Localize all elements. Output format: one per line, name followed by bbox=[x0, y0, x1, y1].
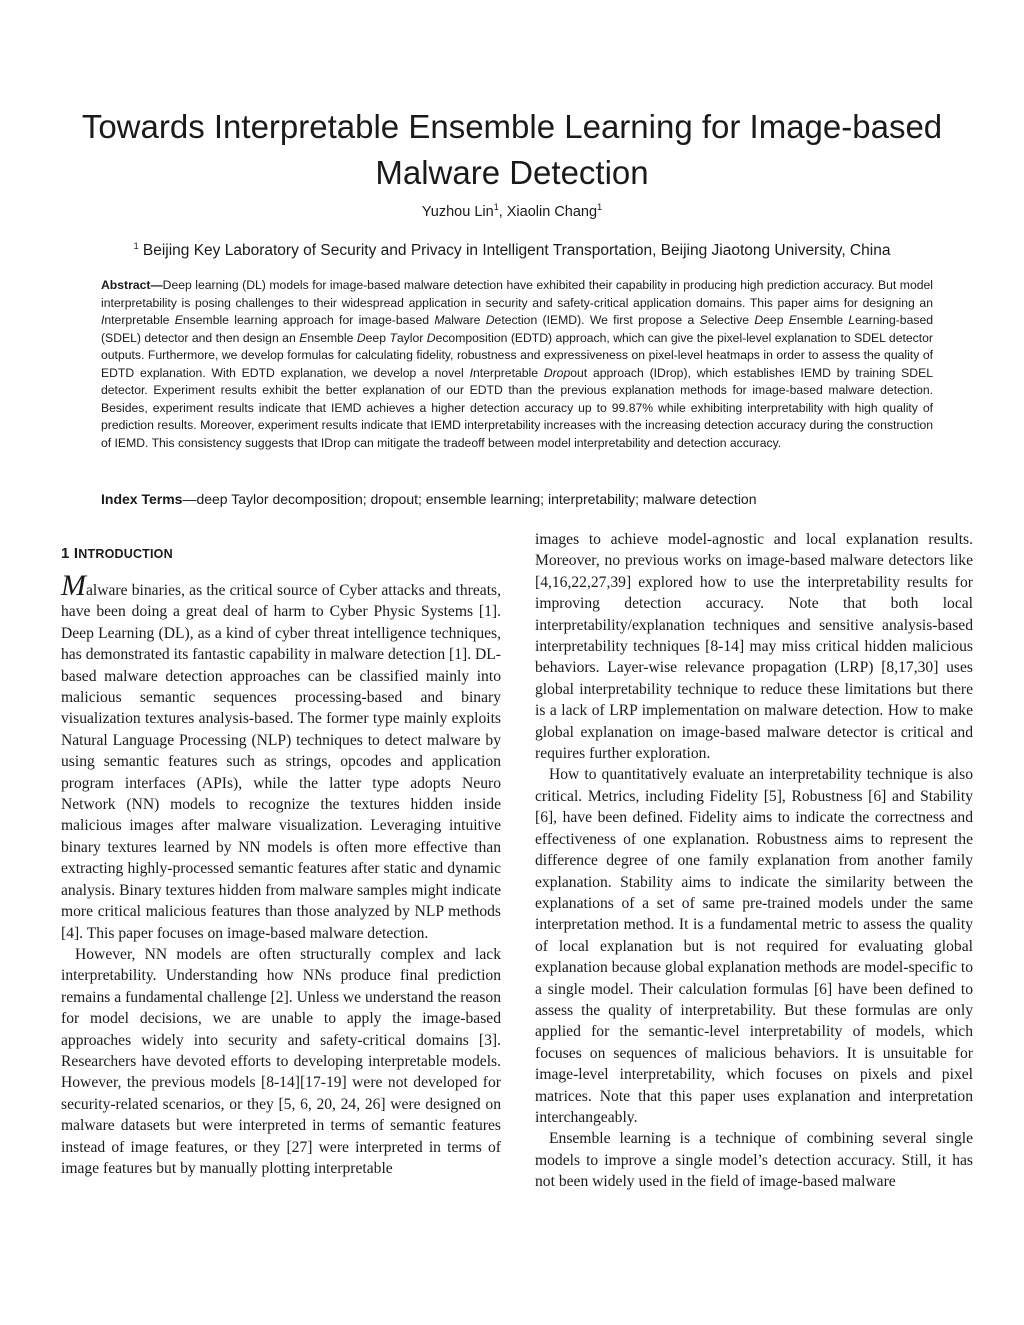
abstract-dash: — bbox=[150, 278, 163, 292]
abstract-text: nsemble bbox=[307, 330, 357, 345]
abstract-text: aylor bbox=[396, 330, 427, 345]
section-title: NTRODUCTION bbox=[78, 547, 173, 561]
paper-title bbox=[40, 104, 984, 196]
abstract-text: ecomposition (EDTD) approach, which can give the pixel-level explanation to SDEL detector outputs. Furthermore, we develop formulas for calculating fidelity, robustness and expressiveness on pixel-level heatmaps in order to assess the quality of EDTD explanation. With EDTD explanation, we develop a novel bbox=[101, 330, 933, 380]
body-column-left bbox=[61, 530, 501, 1179]
affiliation-text: Beijing Key Laboratory of Security and Privacy in Intelligent Transportation, Beijing Jiaotong University, China bbox=[138, 242, 891, 259]
author-list bbox=[0, 202, 1024, 222]
section-heading bbox=[61, 544, 501, 564]
paragraph bbox=[61, 569, 501, 944]
author-affiliation-mark: 1 bbox=[493, 202, 499, 213]
affiliation-mark: 1 bbox=[133, 240, 139, 251]
abstract-label: Abstract bbox=[101, 278, 151, 292]
drop-cap: M bbox=[61, 569, 86, 602]
author-name: Yuzhou Lin bbox=[421, 204, 494, 220]
abstract-text: elective bbox=[707, 313, 755, 327]
abstract-italic: Drop bbox=[543, 365, 571, 380]
abstract bbox=[101, 277, 933, 452]
abstract-italic: D bbox=[485, 313, 495, 327]
abstract-text: eep bbox=[365, 330, 390, 345]
abstract-italic: E bbox=[788, 313, 797, 327]
paragraph: Ensemble learning is a technique of combining several single models to improve a single model’s detection accuracy. Still, it has not been widely used in the field of image-based malware bbox=[535, 1130, 973, 1191]
abstract-italic: D bbox=[754, 313, 764, 327]
index-terms-text: deep Taylor decomposition; dropout; ensemble learning; interpretability; malware detection bbox=[196, 491, 757, 507]
paragraph: How to quantitatively evaluate an interpretability technique is also critical. Metrics, including Fidelity [5], Robustness [6] and Stability [6], have been defined. Fidelity aims to indicate the correctness and effectiveness of one explanation. Robustness aims to represent the difference degree of one family explanation from another family explanation. Stability aims to indicate the similarity between the explanations of a set of same pre-trained models under the same interpretation method. It is a fundamental metric to assess the quality of local explanation but is not required for evaluating global explanation because global explanation methods are model-specific to a single model. Their calculation formulas [6] have been defined to assess the quality of interpretability. But these formulas are only applied for the semantic-level interpretability of models, which focuses on sequences of malicious behaviors. It is unsuitable for image-level interpretability, which focuses on pixels and pixel matrices. Note that this paper uses explanation and interpretation interchangeably. bbox=[535, 766, 973, 1126]
index-terms bbox=[101, 489, 933, 509]
abstract-italic: E bbox=[299, 330, 308, 345]
abstract-text: alware bbox=[444, 313, 486, 327]
abstract-italic: I bbox=[101, 313, 105, 327]
title-line-1: Towards Interpretable Ensemble Learning for Image-based bbox=[81, 108, 943, 145]
paragraph: images to achieve model-agnostic and local explanation results. Moreover, no previous works on image-based malware detectors like [4,16,22,27,39] explored how to use the interpretability results for improving detection accuracy. Note that both local interpretability/explanation techniques and sensitive analysis-based interpretability techniques [8-14] may miss critical hidden malicious behaviors. Layer-wise relevance propagation (LRP) [8,17,30] uses global interpretability technique to reduce these limitations but there is a lack of LRP implementation on malware detection. How to make global explanation on image-based malware detector is critical and requires further exploration. bbox=[535, 531, 973, 763]
abstract-text: Deep learning (DL) models for image-based malware detection have exhibited their capability in producing high prediction accuracy. But model interpretability is posing challenges to their widespread application in security and safety-critical application domains. This paper aims for designing an bbox=[101, 278, 933, 310]
abstract-italic: L bbox=[848, 313, 856, 327]
abstract-text: etection (IEMD). We first propose a bbox=[494, 313, 700, 327]
author-separator: , bbox=[498, 204, 507, 220]
abstract-text: out approach (IDrop), which establishes IEMD by training SDEL detector. Experiment results exhibit the better explanation of our EDTD than the previous explanation methods for image-based malware detection. Besides, experiment results indicate that IEMD achieves a higher detection accuracy up to 99.87% while exhibiting interpretability with high quality of prediction results. Moreover, experiment results indicate that IEMD interpretability increases with the increasing detection accuracy during the construction of IEMD. This consistency suggests that IDrop can mitigate the tradeoff between model interpretability and detection accuracy. bbox=[101, 365, 933, 450]
author-affiliation-mark: 1 bbox=[597, 202, 603, 213]
abstract-text: nterpretable bbox=[104, 313, 175, 327]
abstract-italic: T bbox=[389, 330, 397, 345]
author-name: Xiaolin Chang bbox=[506, 204, 598, 220]
abstract-italic: I bbox=[469, 365, 473, 380]
abstract-italic: E bbox=[174, 313, 183, 327]
abstract-text: nsemble learning approach for image-based bbox=[182, 313, 435, 327]
abstract-italic: S bbox=[699, 313, 708, 327]
index-terms-dash: — bbox=[182, 491, 197, 507]
paragraph-text: alware binaries, as the critical source of Cyber attacks and threats, have been doing a great deal of harm to Cyber Physic Systems [1]. Deep Learning (DL), as a kind of cyber threat intelligence techniques, has demonstrated its fantastic capability in malware detection [1]. DL-based malware detection approaches can be classified mainly into malicious semantic sequences processing-based and binary visualization textures analysis-based. The former type mainly exploits Natural Language Processing (NLP) techniques to detect malware by using semantic features such as strings, opcodes and application program interfaces (APIs), while the latter type adopts Neuro Network (NN) models to recognize the textures hidden inside malicious images after malware visualization. Leveraging intuitive binary textures learned by NN models is often more effective than extracting highly-processed semantic features after static and dynamic analysis. Binary textures hidden from malware samples might indicate more critical malicious features than those analyzed by NLP methods [4]. This paper focuses on image-based malware detection. bbox=[61, 582, 501, 942]
affiliation bbox=[60, 240, 964, 262]
title-line-2: Malware Detection bbox=[375, 154, 649, 191]
abstract-italic: D bbox=[356, 330, 366, 345]
abstract-text: earning-based (SDEL) detector and then design an bbox=[101, 313, 933, 345]
paragraph: However, NN models are often structurally complex and lack interpretability. Understanding how NNs produce final prediction remains a fundamental challenge [2]. Unless we understand the reason for model decisions, we are unable to apply the image-based approaches widely into security and safety-critical domains [3]. Researchers have devoted efforts to developing interpretable models. However, the previous models [8-14][17-19] were not developed for security-related scenarios, or they [5, 6, 20, 24, 26] were designed on malware datasets but were interpreted in terms of semantic features instead of image features, or they [27] were interpreted in terms of image features but by manually plotting interpretable bbox=[61, 945, 501, 1177]
abstract-text: nsemble bbox=[796, 313, 849, 327]
body-column-right bbox=[535, 529, 973, 1193]
index-terms-label: Index Terms bbox=[101, 491, 183, 507]
section-number: 1 I bbox=[61, 545, 79, 562]
abstract-italic: M bbox=[434, 313, 445, 327]
abstract-italic: D bbox=[426, 330, 436, 345]
abstract-text: eep bbox=[763, 313, 789, 327]
abstract-text: nterpretable bbox=[472, 365, 544, 380]
